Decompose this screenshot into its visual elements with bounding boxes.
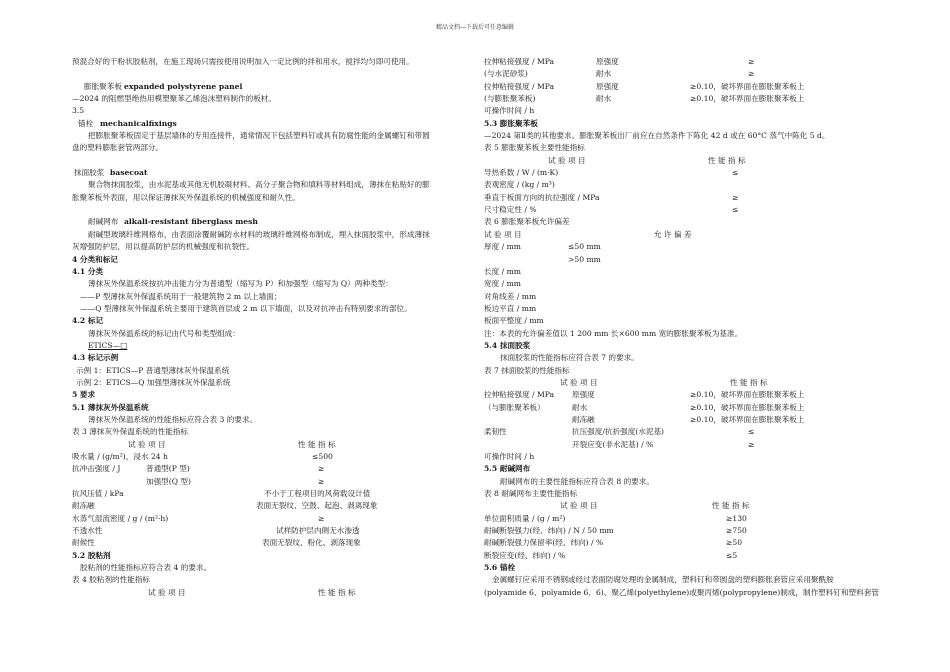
- text-span: ——P 型薄抹灰外保温系统用于一般建筑物 2 m 以上墙面；: [80, 291, 282, 301]
- section-heading: [484, 340, 884, 352]
- table-row: [72, 513, 477, 525]
- text-span: 水蒸气湿流密度 / g / (m²·h): [72, 513, 169, 523]
- text-span: ≥: [318, 513, 325, 523]
- text-span: 表观密度 / (kg / m³): [484, 180, 555, 190]
- text-span: ≤5: [726, 550, 738, 560]
- text-span: 导热系数 / W / (m·K): [484, 168, 559, 178]
- table-header: [484, 377, 884, 389]
- table-row: [484, 204, 884, 216]
- table-row: [72, 525, 477, 537]
- text-span: 耐水: [596, 69, 612, 79]
- text-span: 3.5: [72, 106, 85, 116]
- text-line: [72, 192, 477, 204]
- text-span: 试 验 项 目: [560, 377, 598, 387]
- table-row: [72, 537, 477, 549]
- text-line: [72, 56, 477, 68]
- text-span: —2024 的阻燃型绝热用模塑聚苯乙烯泡沫塑料制作的板材。: [72, 94, 276, 104]
- text-span: 金属螺钉应采用不锈钢或经过表面防腐处理的金属制成，塑料钉和带圆盘的塑料膨胀套管应采用聚酰胺: [492, 575, 834, 585]
- text-span: 宽度 / mm: [484, 279, 521, 289]
- text-span: 耐冻融: [72, 501, 95, 511]
- text-span: 耐水: [572, 402, 588, 412]
- text-span: 板面平整度 / mm: [484, 316, 544, 326]
- text-line: [484, 574, 884, 586]
- text-span: 表 6 膨胀聚苯板允许偏差: [484, 217, 570, 227]
- text-span: 长度 / mm: [484, 266, 521, 276]
- text-line: [72, 179, 477, 191]
- table-header: [484, 155, 884, 167]
- text-span: 5.1 薄抹灰外保温系统: [72, 402, 149, 412]
- text-line: [484, 352, 884, 364]
- table-row: [484, 451, 884, 463]
- table-row: [484, 192, 884, 204]
- text-span: 试 验 项 目: [548, 155, 586, 165]
- text-span: 5.6 锚栓: [484, 563, 516, 573]
- table-row: [72, 476, 477, 488]
- text-span: 表 3 薄抹灰外保温系统的性能指标: [72, 427, 188, 437]
- term-heading: [72, 167, 477, 179]
- table-row: [484, 68, 884, 80]
- text-line: [72, 291, 477, 303]
- table-row: [484, 402, 884, 414]
- text-span: ≥: [748, 439, 755, 449]
- text-span: 耐水: [596, 94, 612, 104]
- table-caption: [484, 365, 884, 377]
- table-caption: [484, 488, 884, 500]
- text-span: 可操作时间 / h: [484, 106, 535, 116]
- text-span: ≤: [732, 168, 739, 178]
- text-line: [72, 414, 477, 426]
- text-span: 示例 1：ETICS—P 普通型薄抹灰外保温系统: [76, 365, 230, 375]
- text-span: (polyamide 6、polyamide 6．6)、聚乙烯(polyethylene)或聚丙烯(polypropylene)制成，制作塑料钉和塑料套管: [484, 587, 879, 597]
- clause-number: [72, 105, 477, 117]
- text-span: 聚合物抹面胶浆，由水泥基或其他无机胶凝材料、高分子聚合物和填料等材料组成，薄抹在粘贴好的膨: [88, 180, 430, 190]
- table-row: [72, 488, 477, 500]
- text-span: 原强度: [596, 81, 619, 91]
- text-span: 耐候性: [72, 538, 95, 548]
- table-row: [72, 500, 477, 512]
- text-span: 板边平直 / mm: [484, 303, 537, 313]
- text-line: [72, 229, 477, 241]
- table-row: [484, 303, 884, 315]
- text-span: 单位面积质量 / (g / m²): [484, 513, 566, 523]
- section-heading: [72, 389, 477, 401]
- text-span: (与膨胀聚苯板): [484, 94, 536, 104]
- text-span: 拉伸粘接强度 / MPa: [484, 57, 555, 66]
- table-header: [72, 439, 477, 451]
- table-caption: [484, 142, 884, 154]
- text-span: ≥0.10，破坏界面在膨胀聚苯板上: [690, 402, 805, 412]
- text-span: (与水泥砂浆): [484, 69, 528, 79]
- text-span: 不透水性: [72, 526, 103, 536]
- table-row: [484, 550, 884, 562]
- table-row: [484, 513, 884, 525]
- text-span: 断裂应变(经、纬向) / %: [484, 550, 566, 560]
- text-span: mechanicalfixings: [100, 118, 177, 128]
- text-span: 性 能 指 标: [712, 501, 750, 511]
- text-span: 5.2 胶粘剂: [72, 550, 111, 560]
- text-span: 抗压强度/抗折强度(水泥基): [572, 427, 665, 437]
- text-span: 性 能 指 标: [298, 439, 336, 449]
- text-span: 注：本表的允许偏差值以 1 200 mm 长×600 mm 宽的膨胀聚苯板为基准。: [484, 328, 743, 338]
- text-line: [484, 587, 884, 599]
- table-row: [484, 426, 884, 438]
- table-row: [484, 414, 884, 426]
- section-heading: [72, 254, 477, 266]
- text-span: ≥: [732, 192, 739, 202]
- text-line: [484, 130, 884, 142]
- text-span: ≥0.10，破坏界面在膨胀聚苯板上: [690, 81, 805, 91]
- text-span: ≥0.10，破坏界面在膨胀聚苯板上: [690, 390, 805, 400]
- text-span: 预混合好的干粉状胶粘剂，在施工现场只需按使用说明加入一定比例的拌和用水，搅拌均匀即可使用。: [72, 57, 414, 66]
- text-span: 4 分类和标记: [72, 254, 118, 264]
- text-span: 抹面胶浆: [74, 168, 105, 178]
- table-header: [484, 500, 884, 512]
- text-line: [72, 377, 477, 389]
- text-span: 性 能 指 标: [318, 587, 356, 597]
- table-header: [484, 229, 884, 241]
- table-row: [484, 105, 884, 117]
- text-span: 薄抹灰外保温系统按抗冲击能力分为普通型（缩写为 P）和加强型（缩写为 Q）两种类型：: [88, 279, 393, 289]
- table-row: [484, 389, 884, 401]
- text-span: 柔韧性: [484, 427, 507, 437]
- table-row: [484, 525, 884, 537]
- text-span: 表 8 耐碱网布主要性能指标: [484, 489, 578, 499]
- text-span: 锚栓: [78, 118, 94, 128]
- page-header: 精品文档---下载后可任意编辑: [435, 24, 515, 31]
- text-span: 表面无裂纹、空鼓、起泡、剥离现象: [256, 501, 378, 511]
- text-span: 原强度: [596, 57, 619, 66]
- text-span: 4.1 分类: [72, 266, 104, 276]
- text-span: expanded polystyrene panel: [124, 81, 243, 91]
- text-span: ≥: [318, 476, 325, 486]
- term-heading: [72, 81, 477, 93]
- text-line: [72, 365, 477, 377]
- right-column: [484, 56, 884, 599]
- table-row: [484, 266, 884, 278]
- text-line: [72, 340, 477, 352]
- text-line: [72, 562, 477, 574]
- left-column: [72, 56, 477, 599]
- text-span: 试 验 项 目: [148, 587, 186, 597]
- text-span: 试 验 项 目: [484, 229, 522, 239]
- text-span: ≥: [748, 69, 755, 79]
- text-line: [72, 303, 477, 315]
- text-span: 耐冻融: [572, 414, 595, 424]
- text-span: ——Q 型薄抹灰外保温系统主要用于建筑首层或 2 m 以下墙面，以及对抗冲击有特别要求的部位。: [80, 303, 412, 313]
- text-span: 4.3 标记示例: [72, 353, 119, 363]
- table-row: [484, 278, 884, 290]
- text-span: 开裂应变(非水泥基) / %: [572, 439, 654, 449]
- text-span: 表 7 抹面胶浆的性能指标: [484, 365, 570, 375]
- text-span: 抗冲击强度 / J: [72, 464, 121, 474]
- text-span: ≥50: [726, 538, 743, 548]
- section-heading: [72, 352, 477, 364]
- text-span: 抹面胶浆的性能指标应符合表 7 的要求。: [500, 353, 639, 363]
- text-span: 耐碱网布: [88, 217, 119, 227]
- text-span: ≥: [748, 57, 755, 66]
- table-header: [72, 587, 477, 599]
- text-span: 性 能 指 标: [708, 155, 746, 165]
- text-span: 胶粘剂的性能指标应符合表 4 的要求。: [80, 563, 212, 573]
- text-span: basecoat: [110, 168, 148, 178]
- term-heading: [72, 118, 477, 130]
- text-span: ≤: [748, 427, 755, 437]
- text-line: [72, 278, 477, 290]
- text-span: 胀聚苯板外表面，用以保证薄抹灰外保温系统的机械强度和耐久性。: [72, 192, 300, 202]
- text-span: 5 要求: [72, 390, 96, 400]
- table-caption: [72, 574, 477, 586]
- text-span: ≤: [732, 205, 739, 215]
- text-span: 吸水量 / (g/m²)，浸水 24 h: [72, 452, 168, 461]
- text-span: —2024 第Ⅱ类的其他要求。膨胀聚苯板出厂前应在自然条件下陈化 42 d 或在 60°C 蒸气中陈化 5 d。: [484, 131, 830, 141]
- text-span: 尺寸稳定性 / %: [484, 205, 537, 215]
- text-span: 厚度 / mm: [484, 242, 521, 252]
- text-span: ≥0.10，破坏界面在膨胀聚苯板上: [690, 94, 805, 104]
- text-span: alkali-resistant fiberglass mesh: [124, 217, 258, 227]
- text-span: >50 mm: [568, 254, 601, 264]
- table-row: [484, 81, 884, 93]
- text-span: 盘的塑料膨胀套管两部分。: [72, 143, 164, 153]
- text-span: 拉伸粘接强度 / MPa: [484, 81, 555, 91]
- text-span: 普通型(P 型): [146, 464, 190, 474]
- text-span: 垂直于板面方向的抗拉强度 / MPa: [484, 192, 600, 202]
- table-row: [484, 167, 884, 179]
- section-heading: [72, 402, 477, 414]
- text-span: （与膨胀聚苯板）: [484, 402, 545, 412]
- section-heading: [72, 550, 477, 562]
- table-caption: [72, 426, 477, 438]
- text-span: 耐碱型玻璃纤维网格布，由表面涂覆耐碱防水材料的玻璃纤维网格布制成，埋入抹面胶浆中，形成薄抹: [88, 229, 430, 239]
- text-span: 表 5 膨胀聚苯板主要性能指标: [484, 143, 585, 153]
- table-row: [72, 451, 477, 463]
- table-row: [484, 254, 884, 266]
- term-heading: [72, 216, 477, 228]
- table-row: [484, 315, 884, 327]
- section-heading: [72, 315, 477, 327]
- text-span: ≥0.10，破坏界面在膨胀聚苯板上: [690, 414, 805, 424]
- text-line: [72, 93, 477, 105]
- table-row: [484, 439, 884, 451]
- text-span: 允 许 偏 差: [654, 229, 692, 239]
- text-span: 5.4 抹面胶浆: [484, 340, 531, 350]
- section-heading: [484, 562, 884, 574]
- section-heading: [484, 463, 884, 475]
- text-span: 抗风压值 / kPa: [72, 489, 124, 499]
- text-span: 5.5 耐碱网布: [484, 464, 531, 474]
- table-caption: [484, 216, 884, 228]
- text-line: [72, 328, 477, 340]
- text-span: 示例 2：ETICS—Q 加强型薄抹灰外保温系统: [76, 377, 231, 387]
- text-span: 灰增强防护层，用以提高防护层的机械强度和抗裂性。: [72, 242, 255, 252]
- text-span: 耐碱断裂强力(经、纬向) / N / 50 mm: [484, 526, 614, 536]
- text-span: 试 验 项 目: [128, 439, 166, 449]
- text-span: 表面无裂纹、粉化、剥落现象: [262, 538, 361, 548]
- text-span: 原强度: [572, 390, 595, 400]
- text-span: ≤50 mm: [568, 242, 601, 252]
- text-span: 薄抹灰外保温系统的性能指标应符合表 3 的要求。: [88, 414, 258, 424]
- text-span: 试样防护层内侧无水渗透: [276, 526, 360, 536]
- text-span: ≤500: [312, 452, 333, 461]
- table-row: [484, 241, 884, 253]
- table-row: [484, 291, 884, 303]
- text-span: 试 验 项 目: [560, 501, 598, 511]
- text-span: 不小于工程项目的风荷载设计值: [264, 489, 371, 499]
- text-span: 4.2 标记: [72, 316, 104, 326]
- section-heading: [484, 118, 884, 130]
- text-span: 把膨胀聚苯板固定于基层墙体的专用连接件，通常情况下包括塑料钉或具有防腐性能的金属螺钉和带圆: [88, 131, 430, 141]
- table-row: [484, 93, 884, 105]
- text-span: ETICS—□: [88, 340, 128, 350]
- text-line: [72, 130, 477, 142]
- text-span: 表 4 胶粘剂的性能指标: [72, 575, 151, 585]
- text-span: 性 能 指 标: [730, 377, 768, 387]
- table-row: [484, 56, 884, 68]
- text-span: 耐碱断裂强力保留率(经、纬向) / %: [484, 538, 604, 548]
- text-span: ≥130: [726, 513, 747, 523]
- text-span: 膨胀聚苯板: [84, 81, 122, 91]
- table-row: [72, 463, 477, 475]
- text-span: 耐碱网布的主要性能指标应符合表 8 的要求。: [500, 476, 654, 486]
- text-span: 可操作时间 / h: [484, 452, 535, 461]
- text-span: 5.3 膨胀聚苯板: [484, 118, 538, 128]
- text-line: [484, 476, 884, 488]
- text-span: 加强型(Q 型): [146, 476, 191, 486]
- text-line: [72, 241, 477, 253]
- text-span: 对角线差 / mm: [484, 291, 537, 301]
- table-row: [484, 537, 884, 549]
- text-span: 薄抹灰外保温系统的标记由代号和类型组成：: [88, 328, 240, 338]
- text-line: [72, 142, 477, 154]
- text-span: 拉伸粘接强度 / MPa: [484, 390, 555, 400]
- table-row: [484, 179, 884, 191]
- text-span: ≥: [318, 464, 325, 474]
- text-span: ≥750: [726, 526, 747, 536]
- table-note: [484, 328, 884, 340]
- section-heading: [72, 266, 477, 278]
